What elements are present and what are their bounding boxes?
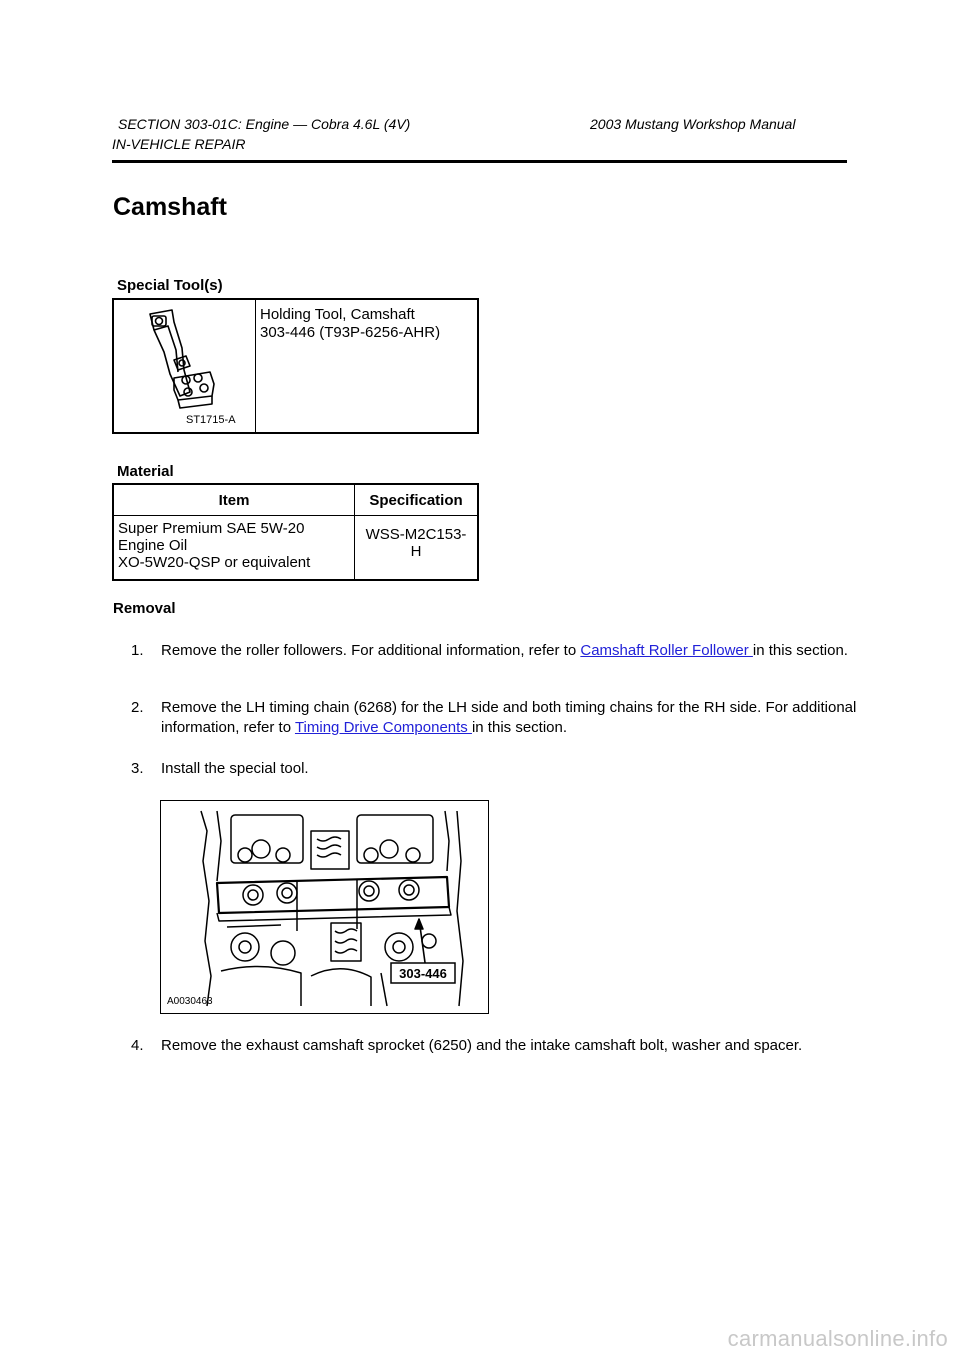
engine-illustration bbox=[161, 801, 488, 1013]
link-timing-drive-components[interactable]: Timing Drive Components bbox=[294, 719, 472, 736]
material-item-line: Super Premium SAE 5W-20 bbox=[118, 520, 305, 537]
special-tools-label: Special Tool(s) bbox=[117, 277, 223, 294]
material-header-spec: Specification bbox=[355, 484, 479, 516]
material-spec-line: WSS-M2C153- bbox=[365, 526, 467, 543]
step-text: Install the special tool. bbox=[161, 760, 309, 777]
header-rule bbox=[112, 160, 847, 163]
subsection-header: IN-VEHICLE REPAIR bbox=[112, 136, 246, 152]
material-item-line: XO-5W20-QSP or equivalent bbox=[118, 554, 311, 571]
step-number: 3. bbox=[131, 760, 144, 777]
step-number: 4. bbox=[131, 1037, 144, 1054]
manual-title: 2003 Mustang Workshop Manual bbox=[590, 116, 796, 132]
figure-callout: 303-446 bbox=[399, 966, 447, 981]
holding-tool-illustration bbox=[114, 300, 255, 428]
page-title: Camshaft bbox=[113, 193, 227, 221]
material-item-line: Engine Oil bbox=[118, 537, 188, 554]
special-tools-table bbox=[112, 298, 479, 434]
tool-image-cell bbox=[113, 299, 256, 433]
tool-name: Holding Tool, Camshaft bbox=[260, 306, 415, 323]
step-number: 2. bbox=[131, 699, 144, 716]
material-header-item: Item bbox=[113, 484, 355, 516]
material-spec-line: H bbox=[410, 543, 422, 560]
section-header: SECTION 303-01C: Engine — Cobra 4.6L (4V) bbox=[118, 116, 411, 132]
material-item-cell bbox=[113, 516, 355, 581]
removal-heading: Removal bbox=[113, 600, 176, 617]
table-row bbox=[113, 516, 478, 581]
figure-special-tool-installed bbox=[160, 800, 489, 1014]
material-spec-cell bbox=[355, 516, 479, 581]
tool-number: 303-446 (T93P-6256-AHR) bbox=[260, 324, 441, 341]
figure-code: A0030463 bbox=[167, 996, 213, 1007]
tool-description bbox=[256, 299, 479, 433]
material-table bbox=[112, 483, 479, 581]
step-number: 1. bbox=[131, 642, 144, 659]
tool-image-code: ST1715-A bbox=[186, 414, 236, 426]
step-text: Remove the exhaust camshaft sprocket (6250) and the intake camshaft bolt, washer and spacer. bbox=[161, 1037, 803, 1054]
material-label: Material bbox=[117, 463, 174, 480]
watermark: carmanualsonline.info bbox=[727, 1326, 948, 1351]
step-text: Remove the LH timing chain (6268) for the LH side and both timing chains for the RH side. For additional information, refer to Timing Drive Components in this section. bbox=[161, 699, 857, 736]
step-text: Remove the roller followers. For additional information, refer to Camshaft Roller Follower in this section. bbox=[161, 642, 848, 659]
link-camshaft-roller-follower[interactable]: Camshaft Roller Follower bbox=[580, 642, 753, 659]
